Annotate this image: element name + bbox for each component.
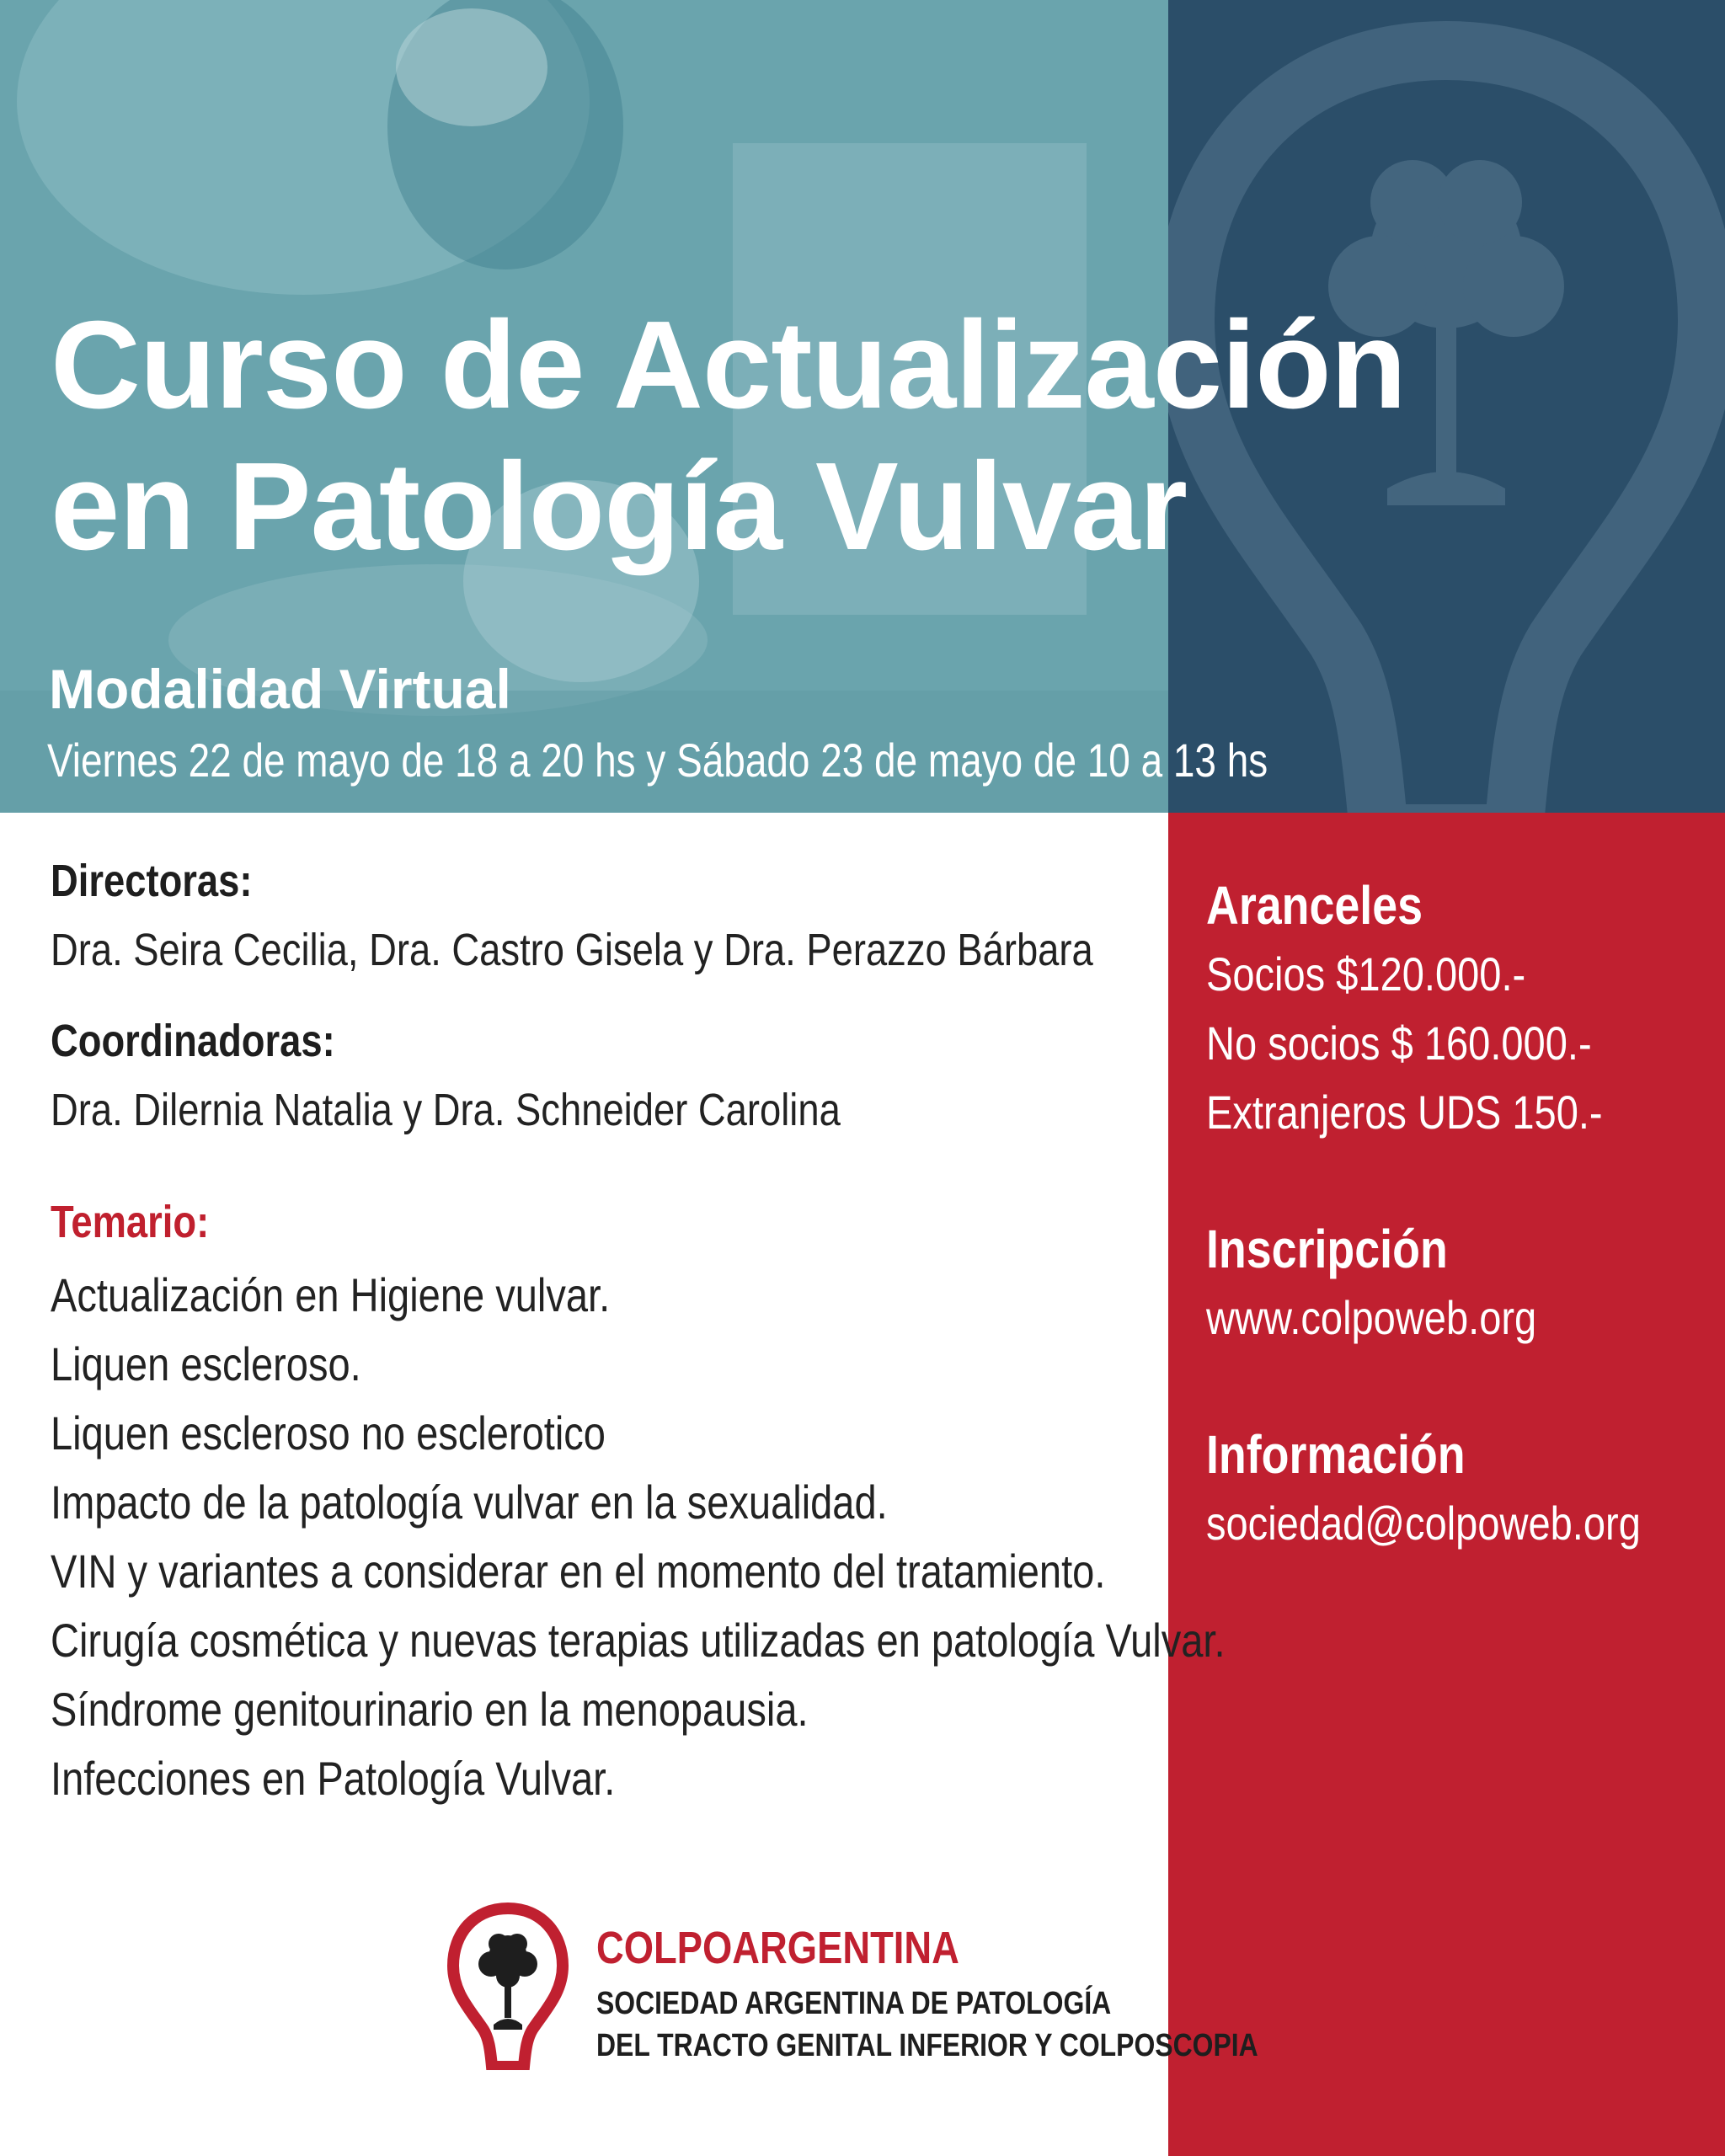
coordinators-label: Coordinadoras:	[51, 1016, 335, 1066]
registration-section	[1206, 1218, 1599, 1353]
information-section	[1206, 1423, 1723, 1558]
syllabus-topic: Síndrome genitourinario en la menopausia.	[51, 1683, 809, 1736]
registration-heading: Inscripción	[1206, 1219, 1448, 1279]
directors-label: Directoras:	[51, 856, 253, 906]
syllabus-topic: Liquen escleroso.	[51, 1337, 361, 1390]
course-title	[51, 295, 1651, 578]
title-line-1: Curso de Actualización	[51, 296, 1407, 435]
syllabus-topic: Impacto de la patología vulvar en la sexualidad.	[51, 1476, 888, 1529]
organization-name: COLPOARGENTINA	[596, 1923, 959, 1973]
bulb-tree-icon	[445, 1902, 571, 2070]
fees-section	[1206, 874, 1678, 1147]
modality-label: Modalidad Virtual	[49, 658, 511, 720]
syllabus-topic: Cirugía cosmética y nuevas terapias utilizadas en patología Vulvar.	[51, 1614, 1226, 1667]
coordinators-names: Dra. Dilernia Natalia y Dra. Schneider Carolina	[51, 1085, 841, 1135]
registration-link[interactable]: www.colpoweb.org	[1206, 1291, 1537, 1344]
course-dates: Viernes 22 de mayo de 18 a 20 hs y Sábado 23 de mayo de 10 a 13 hs	[47, 734, 1268, 787]
syllabus-topic: VIN y variantes a considerar en el momento del tratamiento.	[51, 1545, 1106, 1598]
syllabus-topic: Actualización en Higiene vulvar.	[51, 1268, 611, 1321]
title-line-2: en Patología Vulvar	[51, 437, 1187, 576]
organization-subtitle-line-2: DEL TRACTO GENITAL INFERIOR Y COLPOSCOPIA	[596, 2028, 1258, 2063]
syllabus-label: Temario:	[51, 1197, 210, 1247]
information-heading: Información	[1206, 1424, 1466, 1485]
fee-non-members: No socios $ 160.000.-	[1206, 1017, 1592, 1070]
syllabus-topic: Liquen escleroso no esclerotico	[51, 1406, 606, 1460]
directors-names: Dra. Seira Cecilia, Dra. Castro Gisela y Dra. Perazzo Bárbara	[51, 925, 1093, 975]
fee-members: Socios $120.000.-	[1206, 947, 1526, 1001]
organization-subtitle-line-1: SOCIEDAD ARGENTINA DE PATOLOGÍA	[596, 1986, 1112, 2021]
fees-heading: Aranceles	[1206, 875, 1423, 936]
fee-foreigners: Extranjeros UDS 150.-	[1206, 1086, 1603, 1139]
syllabus-topic: Infecciones en Patología Vulvar.	[51, 1752, 616, 1805]
organization-logo	[445, 1902, 1258, 2070]
information-email-link[interactable]: sociedad@colpoweb.org	[1206, 1497, 1641, 1550]
